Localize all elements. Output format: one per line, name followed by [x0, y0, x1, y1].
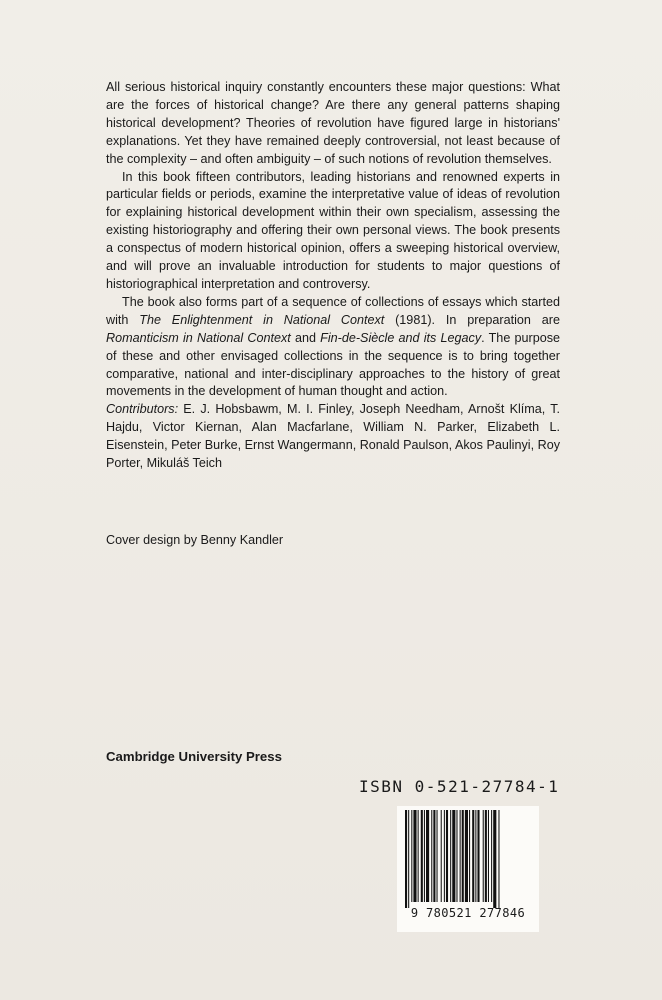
barcode-bar: [460, 810, 461, 902]
barcode-digits: 9 780521 277846: [410, 906, 526, 920]
barcode-bar: [444, 810, 445, 902]
barcode-bar: [475, 810, 476, 902]
barcode-bar: [431, 810, 432, 902]
barcode-bar: [441, 810, 442, 902]
barcode-bar: [493, 810, 496, 908]
barcode-bar: [408, 810, 409, 908]
barcode-bar: [450, 810, 451, 902]
barcode-icon: [405, 810, 531, 908]
barcode-bar: [483, 810, 484, 902]
barcode-bar: [456, 810, 457, 902]
barcode-bar: [477, 810, 479, 902]
barcode-label: [397, 806, 539, 932]
contributors-label: Contributors:: [106, 402, 179, 417]
cover-credit: Cover design by Benny Kandler: [106, 533, 284, 547]
barcode-bar: [485, 810, 487, 902]
barcode-bar: [421, 810, 423, 902]
barcode-bar: [469, 810, 470, 902]
barcode-bar: [465, 810, 468, 902]
publisher-name: Cambridge University Press: [106, 749, 282, 764]
barcode-bar: [424, 810, 425, 902]
barcode-bar: [452, 810, 455, 902]
book-title-romanticism: Romanticism in National Context: [106, 330, 291, 345]
blurb-text: [106, 79, 560, 473]
barcode-bar: [413, 810, 416, 902]
barcode-bar: [418, 810, 419, 902]
barcode-bar: [491, 810, 492, 902]
barcode-bar: [498, 810, 499, 908]
barcode-bar: [405, 810, 407, 908]
barcode-bar: [472, 810, 474, 902]
barcode-bar: [433, 810, 435, 902]
blurb-paragraph-2: In this book fifteen contributors, leading historians and renowned experts in particular fields or periods, examine the interpretative value of ideas of revolution for explaining historical development within their own specialism, assessing the existing historiography and offering their own personal views. The book presents a conspectus of modern historical opinion, offers a sweeping historical overview, and will prove an invaluable introduction for students to major questions of historiographical interpretation and controversy.: [106, 169, 560, 291]
book-title-fin-de-siecle: Fin-de-Siècle and its Legacy: [320, 330, 482, 345]
contributors-paragraph: [106, 401, 560, 473]
barcode-bar: [411, 810, 412, 902]
barcode-bar: [426, 810, 429, 902]
barcode-bar: [488, 810, 489, 902]
barcode-bar: [437, 810, 438, 902]
p3-text-c: and: [290, 330, 321, 345]
p3-text-a: The book also forms part of a sequence of collections of essays which started with: [106, 294, 560, 327]
p3-text-d: . The purpose of these and other envisaged collections in the sequence is to bring together comparative, national and inter-disciplinary approaches to the history of great movements in the development of human thought and action.: [106, 330, 561, 399]
blurb-paragraph-1: All serious historical inquiry constantly encounters these major questions: What are the forces of historical change? Are there any general patterns shaping historical development? Theories of revolution have figured large in historians' explanations. Yet they have remained deeply controversial, not least because of the complexity – and often ambiguity – of such notions of revolution themselves.: [106, 80, 560, 166]
book-title-enlightenment: The Enlightenment in National Context: [139, 312, 385, 327]
blurb-paragraph-3: [106, 294, 560, 401]
isbn-number: ISBN 0-521-27784-1: [359, 777, 560, 796]
contributors-list: E. J. Hobsbawm, M. I. Finley, Joseph Needham, Arnošt Klíma, T. Hajdu, Victor Kiernan, Alan Macfarlane, William N. Parker, Elizabeth L. Eisenstein, Peter Burke, Ernst Wangermann, Ronald Paulson, Akos Paulinyi, Roy Porter, Mikuláš Teich: [106, 402, 560, 471]
p3-text-b: (1981). In preparation are: [384, 312, 560, 327]
barcode-bar: [446, 810, 448, 902]
barcode-bar: [462, 810, 464, 902]
